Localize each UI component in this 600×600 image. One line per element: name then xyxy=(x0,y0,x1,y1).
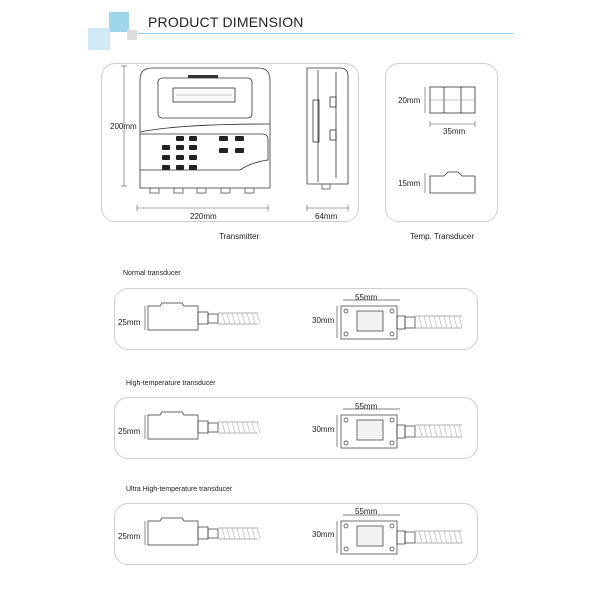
side-cable-hatch xyxy=(222,422,225,433)
top-cable-hatch xyxy=(439,316,442,328)
top-cable xyxy=(415,531,462,543)
transducer-section-title-ultra-high-temp: Ultra High-temperature transducer xyxy=(126,486,233,493)
top-connector xyxy=(397,425,405,438)
side-cable-hatch xyxy=(227,528,230,539)
top-cable-hatch xyxy=(454,425,457,437)
top-cable xyxy=(415,425,462,437)
top-cable-hatch xyxy=(449,425,452,437)
top-screw xyxy=(390,332,394,336)
top-connector xyxy=(397,531,405,544)
side-cable-hatch xyxy=(257,528,260,539)
side-cable-hatch xyxy=(237,313,240,324)
transmitter-caption: Transmitter xyxy=(219,232,260,241)
top-screw xyxy=(390,524,394,528)
top-screw xyxy=(390,418,394,422)
side-cable-hatch xyxy=(252,528,255,539)
page-title: PRODUCT DIMENSION xyxy=(148,14,304,30)
side-cable xyxy=(218,313,258,324)
temp-transducer-caption: Temp. Transducer xyxy=(410,232,475,241)
side-cable-hatch xyxy=(252,313,255,324)
top-inner-plate xyxy=(357,526,383,546)
top-connector xyxy=(397,316,405,329)
transducer-ultra-high-temp-height-label: 25mm xyxy=(118,532,141,541)
temp-transducer-top-height-label: 20mm xyxy=(398,96,421,105)
top-connector-nut xyxy=(405,426,415,437)
top-screw xyxy=(344,441,348,445)
transducer-drawing-0 xyxy=(145,300,462,339)
top-cable-hatch xyxy=(449,531,452,543)
top-cable-hatch xyxy=(459,531,462,543)
transducer-high-temp-top-width-label: 55mm xyxy=(355,402,378,411)
top-connector-nut xyxy=(405,317,415,328)
side-cable-hatch xyxy=(237,528,240,539)
top-cable-hatch xyxy=(444,316,447,328)
side-cable-hatch xyxy=(257,422,260,433)
transducer-high-temp-height-label: 25mm xyxy=(118,427,141,436)
top-cable-hatch xyxy=(444,531,447,543)
transducer-ultra-high-temp-top-height-label: 30mm xyxy=(312,530,335,539)
transducer-normal-top-width-label: 55mm xyxy=(355,293,378,302)
transmitter-height-label: 200mm xyxy=(110,122,137,131)
top-cable-hatch xyxy=(434,425,437,437)
top-inner-plate xyxy=(357,311,383,331)
top-cable-hatch xyxy=(419,531,422,543)
top-cable-hatch xyxy=(459,425,462,437)
top-cable-hatch xyxy=(419,316,422,328)
side-cable-hatch xyxy=(247,528,250,539)
top-cable-hatch xyxy=(454,531,457,543)
top-inner-plate xyxy=(357,420,383,440)
top-cable-hatch xyxy=(434,316,437,328)
side-cable-hatch xyxy=(252,422,255,433)
side-connector xyxy=(198,527,208,539)
side-cable-hatch xyxy=(247,422,250,433)
top-screw xyxy=(344,332,348,336)
side-cable-hatch xyxy=(227,313,230,324)
top-screw xyxy=(344,418,348,422)
top-connector-nut xyxy=(405,532,415,543)
side-cable-hatch xyxy=(242,528,245,539)
top-cable-hatch xyxy=(429,531,432,543)
transducer-normal-height-label: 25mm xyxy=(118,318,141,327)
side-cable xyxy=(218,422,258,433)
side-body xyxy=(148,412,198,439)
transducer-drawing-1 xyxy=(145,409,462,448)
side-connector-nut xyxy=(208,529,218,538)
top-cable-hatch xyxy=(424,316,427,328)
side-cable-hatch xyxy=(247,313,250,324)
transducer-section-title-normal: Normal transducer xyxy=(123,270,181,277)
top-cable-hatch xyxy=(444,425,447,437)
transmitter-depth-label: 64mm xyxy=(315,212,338,221)
transducer-ultra-high-temp-top-width-label: 55mm xyxy=(355,507,378,516)
top-cable-hatch xyxy=(454,316,457,328)
side-cable-hatch xyxy=(237,422,240,433)
top-cable-hatch xyxy=(439,531,442,543)
side-cable-hatch xyxy=(242,422,245,433)
side-cable-hatch xyxy=(232,313,235,324)
top-screw xyxy=(390,547,394,551)
side-connector xyxy=(198,421,208,433)
top-cable-hatch xyxy=(429,425,432,437)
temp-transducer-width-label: 35mm xyxy=(443,127,466,136)
side-cable-hatch xyxy=(242,313,245,324)
top-cable-hatch xyxy=(449,316,452,328)
top-screw xyxy=(390,441,394,445)
side-cable-hatch xyxy=(232,422,235,433)
top-cable-hatch xyxy=(439,425,442,437)
temp-transducer-bottom-height-label: 15mm xyxy=(398,179,421,188)
top-cable xyxy=(415,316,462,328)
top-screw xyxy=(390,309,394,313)
top-screw xyxy=(344,547,348,551)
side-cable xyxy=(218,528,258,539)
side-cable-hatch xyxy=(232,528,235,539)
top-screw xyxy=(344,309,348,313)
transmitter-width-label: 220mm xyxy=(190,212,217,221)
side-cable-hatch xyxy=(222,313,225,324)
side-connector xyxy=(198,312,208,324)
transducer-high-temp-top-height-label: 30mm xyxy=(312,425,335,434)
side-body xyxy=(148,518,198,545)
top-cable-hatch xyxy=(459,316,462,328)
top-screw xyxy=(344,524,348,528)
top-cable-hatch xyxy=(434,531,437,543)
transducer-drawing-2 xyxy=(145,515,462,554)
side-cable-hatch xyxy=(222,528,225,539)
side-body xyxy=(148,303,198,330)
side-connector-nut xyxy=(208,423,218,432)
top-cable-hatch xyxy=(424,425,427,437)
transducer-section-title-high-temp: High-temperature transducer xyxy=(126,380,216,387)
top-cable-hatch xyxy=(424,531,427,543)
side-cable-hatch xyxy=(227,422,230,433)
top-cable-hatch xyxy=(429,316,432,328)
side-cable-hatch xyxy=(257,313,260,324)
transducer-normal-top-height-label: 30mm xyxy=(312,316,335,325)
top-cable-hatch xyxy=(419,425,422,437)
side-connector-nut xyxy=(208,314,218,323)
